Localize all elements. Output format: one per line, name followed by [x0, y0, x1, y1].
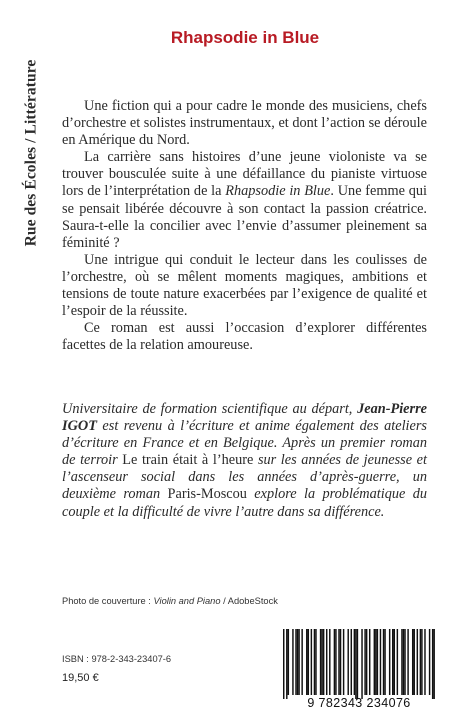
barcode-bar — [306, 629, 307, 695]
collection-label: Rue des Écoles / Littérature — [22, 59, 40, 247]
barcode-bar — [374, 629, 375, 695]
barcode-bar — [407, 629, 408, 695]
barcode-bar — [369, 629, 370, 695]
barcode-bar — [417, 629, 418, 695]
barcode-bar — [335, 629, 336, 695]
barcode-bar — [429, 629, 430, 695]
barcode-number: 9 782343 234076 — [307, 696, 411, 710]
previous-book-2: Paris-Moscou — [167, 486, 247, 503]
isbn: ISBN : 978-2-343-23407-6 — [62, 654, 172, 664]
barcode-bar — [397, 629, 398, 695]
summary-paragraph-1: Une fiction qui a pour cadre le monde des musiciens, chefs d’orchestre et solistes instrumentaux, et dont l’action se déroule en Amérique du Nord. — [62, 98, 427, 149]
author-bio — [62, 401, 427, 521]
barcode-bar — [326, 629, 327, 695]
barcode-bar — [361, 629, 362, 699]
barcode-bar — [383, 629, 384, 695]
barcode-bar — [301, 629, 302, 695]
barcode-bar — [355, 629, 356, 699]
barcode-bar — [297, 629, 298, 695]
previous-book-1: Le train était à l’heure — [122, 452, 254, 469]
barcode-bar — [338, 629, 339, 695]
barcode-bar — [288, 629, 289, 695]
barcode-bar — [403, 629, 404, 695]
author-name: Jean-Pierre IGOT — [62, 401, 427, 435]
work-title: Rhapsodie in Blue — [225, 183, 331, 200]
barcode-bar — [315, 629, 316, 695]
author-bio-paragraph: Universitaire de formation scientifique au départ, Jean-Pierre IGOT est revenu à l’écriture et anime également des ateliers d’écriture en France et en Belgique. Après un premier roman de terroir Le train était à l’heure sur les années de jeunesse et l’ascenseur social dans les années d’après-guerre, un deuxième roman Paris-Moscou explore la problématique du couple et la difficulté de vivre l’autre dans sa différence. — [62, 401, 427, 520]
barcode-bar — [414, 629, 415, 695]
barcode-bar — [432, 629, 433, 699]
barcode-bar — [392, 629, 393, 695]
barcode-bar — [329, 629, 330, 695]
barcode-bar — [295, 629, 296, 695]
barcode-bar — [384, 629, 385, 695]
photo-credit: Photo de couverture : Violin and Piano / AdobeStock — [62, 596, 278, 606]
barcode-bar — [286, 629, 287, 699]
barcode-bar — [343, 629, 344, 695]
barcode-bar — [308, 629, 309, 695]
barcode-bar — [421, 629, 422, 695]
barcode-bar — [323, 629, 324, 695]
barcode-bar — [433, 629, 434, 699]
barcode-bar — [321, 629, 322, 695]
price: 19,50 € — [62, 672, 99, 684]
barcode-bar — [394, 629, 395, 695]
barcode-bar — [357, 629, 358, 699]
summary-paragraph-2: La carrière sans histoires d’une jeune violoniste va se trouver bousculée suite à une défaillance du pianiste virtuose lors de l’interprétation de la Rhapsodie in Blue. Une femme qui se pensait libérée découvre à son contact la passion créatrice. Saura-t-elle la concilier avec l’envie d’assumer pleinement sa féminité ? — [62, 149, 427, 251]
barcode-bar — [412, 629, 413, 695]
barcode-bar — [377, 629, 378, 695]
barcode-bar — [298, 629, 299, 695]
barcode-bar — [380, 629, 381, 695]
summary-paragraph-3: Une intrigue qui conduit le lecteur dans les coulisses de l’orchestre, où se mêlent moments magiques, ambitions et tensions de toute nature exacerbées par l’exigence de qualité et l’espoir de la réussite. — [62, 251, 427, 320]
barcode-bar — [404, 629, 405, 695]
barcode-bar — [292, 629, 293, 695]
barcode-bar — [351, 629, 352, 695]
barcode-bar — [424, 629, 425, 695]
barcode-bar — [389, 629, 390, 695]
barcode-bar — [334, 629, 335, 695]
barcode-bar — [283, 629, 284, 699]
spine-collection — [20, 28, 42, 278]
barcode-bar — [364, 629, 365, 695]
book-title: Rhapsodie in Blue — [170, 28, 320, 47]
barcode-bar — [314, 629, 315, 695]
barcode-bar — [347, 629, 348, 695]
barcode-bar — [320, 629, 321, 695]
barcode-bar — [420, 629, 421, 695]
book-summary — [62, 98, 427, 354]
barcode-bar — [340, 629, 341, 695]
barcode-bar — [375, 629, 376, 695]
summary-paragraph-4: Ce roman est aussi l’occasion d’explorer différentes facettes de la relation amoureuse. — [62, 320, 427, 354]
barcode-bar — [401, 629, 402, 695]
barcode-bar — [366, 629, 367, 695]
barcode-bar — [311, 629, 312, 695]
barcode-bar — [354, 629, 355, 695]
